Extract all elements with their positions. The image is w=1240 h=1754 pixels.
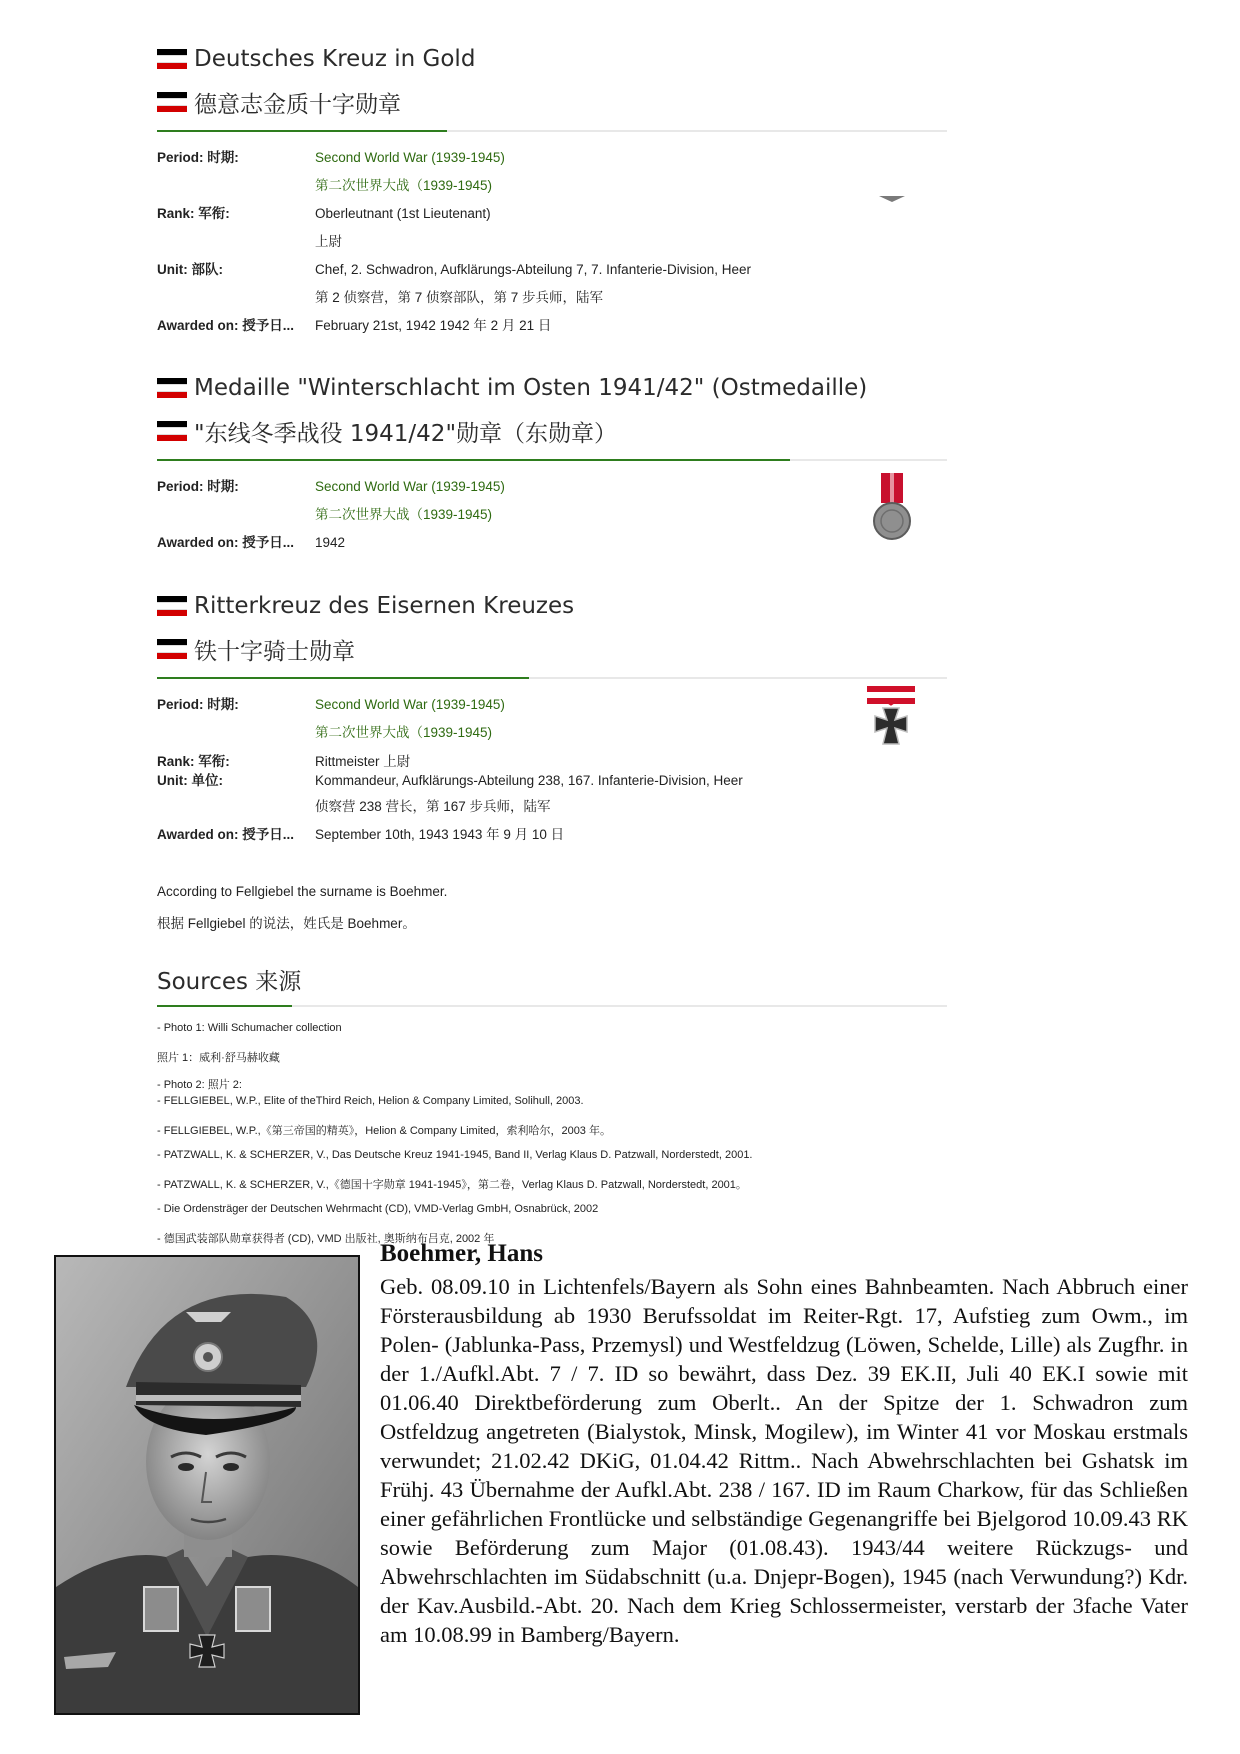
unit-row-zh: [157, 284, 947, 312]
surname-note-en: According to Fellgiebel the surname is Boehmer.: [157, 884, 448, 899]
award-title-zh-text: 德意志金质十字勋章: [194, 91, 401, 118]
sources-section-header: [157, 963, 947, 1007]
award-ritterkreuz: [157, 588, 947, 849]
unit-value-zh: 第 2 侦察营，第 7 侦察部队，第 7 步兵师，陆军: [315, 290, 604, 305]
rank-value: Rittmeister 上尉: [315, 754, 411, 769]
awarded-label: Awarded on: 授予日...: [157, 827, 295, 842]
source-item: - Photo 1: Willi Schumacher collection: [157, 1022, 342, 1034]
rank-value-zh: 上尉: [315, 234, 342, 249]
period-value-en[interactable]: Second World War (1939-1945): [315, 150, 505, 165]
reich-flag-icon: [157, 49, 187, 70]
unit-value-en: Kommandeur, Aufklärungs-Abteilung 238, 167. Infanterie-Division, Heer: [315, 773, 743, 788]
source-item: - PATZWALL, K. & SCHERZER, V.,《德国十字勋章 1941-1945》，第二卷，Verlag Klaus D. Patzwall, Norderstedt, 2001。: [157, 1179, 747, 1191]
awarded-value: February 21st, 1942 1942 年 2 月 21 日: [315, 318, 552, 333]
award-title-de-text: Ritterkreuz des Eisernen Kreuzes: [194, 593, 575, 619]
period-value-zh[interactable]: 第二次世界大战（1939-1945): [315, 507, 493, 522]
awarded-row: [157, 821, 947, 849]
source-item: 照片 1：威利·舒马赫收藏: [157, 1052, 280, 1064]
portrait-image: [56, 1257, 358, 1713]
title-divider: [157, 1005, 947, 1007]
portrait-photo: [54, 1255, 360, 1715]
period-row: [157, 691, 947, 719]
title-divider: [157, 130, 947, 132]
title-divider: [157, 677, 947, 679]
unit-row-zh: [157, 793, 947, 821]
award-title-zh: [157, 413, 947, 449]
unit-label: Unit: 单位:: [157, 773, 223, 788]
award-title-de-text: Medaille "Winterschlacht im Osten 1941/42" (Ostmedaille): [194, 375, 868, 401]
unit-label: Unit: 部队:: [157, 262, 223, 277]
rank-row-zh: [157, 228, 947, 256]
reich-flag-icon: [157, 639, 187, 660]
source-item: - Photo 2: 照片 2:: [157, 1079, 242, 1091]
reich-flag-icon: [157, 92, 187, 113]
unit-value-zh: 侦察营 238 营长，第 167 步兵师，陆军: [315, 799, 551, 814]
award-title-zh-text: 铁十字骑士勋章: [194, 638, 355, 665]
bio-text: Geb. 08.09.10 in Lichtenfels/Bayern als Sohn eines Bahnbeamten. Nach Abbruch einer Försterausbildung ab 1930 Berufssoldat im Reiter-Rgt. 17, Aufstieg zum Owm., im Polen- (Jablunka-Pass, Przemysl) und Westfeldzug (Löwen, Schelde, Lille) als Zugfhr. in der 1./Aufkl.Abt. 7 / 7. ID so bewährt, dass Dez. 39 EK.II, Juli 40 EK.I sowie mit 01.06.40 Direktbeförderung zum Oberlt.. An der Spitze der 1. Schwadron zum Ostfeldzug angetreten (Bialystok, Minsk, Mogilew), im Winter 41 vor Moskau erstmals verwundet; 21.02.42 DKiG, 01.04.42 Rittm.. Nach Abwehrschlachten bei Gshatsk im Frühj. 43 Übernahme der Aufkl.Abt. 238 / 167. ID im Raum Charkow, für das Schließen einer gefährlichen Frontlücke und selbständige Gegenangriffe bei Bjelgorod 10.09.43 RK sowie Beförderung zum Major (01.08.43). 1943/44 weitere Rückzugs- und Abwehrschlachten im Südabschnitt (u.a. Dnjepr-Bogen), 1945 (nach Verwundung?) Kdr. der Kav.Ausbild.-Abt. 20. Nach dem Krieg Schlossermeister, verstarb der 3fache Vater am 10.08.99 in Bamberg/Bayern.: [380, 1274, 1188, 1647]
bio-name: Boehmer, Hans: [380, 1240, 543, 1267]
awarded-value: 1942: [315, 535, 346, 550]
period-value-zh[interactable]: 第二次世界大战（1939-1945): [315, 178, 493, 193]
awarded-label: Awarded on: 授予日...: [157, 318, 295, 333]
period-label: Period: 时期:: [157, 150, 239, 165]
rank-row: [157, 200, 947, 228]
period-row-zh: [157, 719, 947, 747]
period-row: [157, 144, 947, 172]
title-divider: [157, 459, 947, 461]
award-title-zh: [157, 84, 947, 120]
source-item: - 德国武装部队勋章获得者 (CD), VMD 出版社, 奥斯纳布吕克, 2002 年: [157, 1233, 495, 1245]
award-title-de: [157, 370, 947, 406]
source-item: - PATZWALL, K. & SCHERZER, V., Das Deutsche Kreuz 1941-1945, Band II, Verlag Klaus D. Patzwall, Norderstedt, 2001.: [157, 1149, 753, 1161]
source-item: - FELLGIEBEL, W.P., Elite of theThird Reich, Helion & Company Limited, Solihull, 2003.: [157, 1095, 584, 1107]
knights-cross-icon: [865, 686, 917, 750]
medal-thumbnail-icon: [877, 192, 907, 204]
award-title-zh-text: "东线冬季战役 1941/42"勋章（东勋章）: [194, 420, 618, 447]
period-label: Period: 时期:: [157, 697, 239, 712]
source-item: - Die Ordensträger der Deutschen Wehrmacht (CD), VMD-Verlag GmbH, Osnabrück, 2002: [157, 1203, 599, 1215]
award-title-de: [157, 41, 947, 77]
sources-title: Sources 来源: [157, 969, 302, 995]
period-value-zh[interactable]: 第二次世界大战（1939-1945): [315, 725, 493, 740]
surname-note-zh: 根据 Fellgiebel 的说法，姓氏是 Boehmer。: [157, 916, 416, 931]
period-value-en[interactable]: Second World War (1939-1945): [315, 697, 505, 712]
awarded-row: [157, 312, 947, 340]
award-details: [157, 144, 947, 340]
awarded-label: Awarded on: 授予日...: [157, 535, 295, 550]
award-details: [157, 473, 947, 557]
period-row-zh: [157, 172, 947, 200]
unit-row: [157, 771, 947, 790]
award-deutsches-kreuz: [157, 41, 947, 340]
rank-row: [157, 752, 947, 771]
unit-row: [157, 256, 947, 284]
ostmedaille-icon: [871, 473, 913, 543]
rank-label: Rank: 军衔:: [157, 206, 230, 221]
reich-flag-icon: [157, 378, 187, 399]
reich-flag-icon: [157, 596, 187, 617]
reich-flag-icon: [157, 421, 187, 442]
rank-value-en: Oberleutnant (1st Lieutenant): [315, 206, 491, 221]
award-ostmedaille: [157, 370, 947, 557]
period-value-en[interactable]: Second World War (1939-1945): [315, 479, 505, 494]
awarded-value: September 10th, 1943 1943 年 9 月 10 日: [315, 827, 565, 842]
awarded-row: [157, 529, 947, 557]
period-label: Period: 时期:: [157, 479, 239, 494]
award-details: [157, 691, 947, 849]
period-row-zh: [157, 501, 947, 529]
award-title-de-text: Deutsches Kreuz in Gold: [194, 46, 476, 72]
rank-label: Rank: 军衔:: [157, 754, 230, 769]
period-row: [157, 473, 947, 501]
award-title-de: [157, 588, 947, 624]
source-item: - FELLGIEBEL, W.P.,《第三帝国的精英》，Helion & Company Limited，索利哈尔，2003 年。: [157, 1125, 611, 1137]
unit-value-en: Chef, 2. Schwadron, Aufklärungs-Abteilung 7, 7. Infanterie-Division, Heer: [315, 262, 751, 277]
award-title-zh: [157, 631, 947, 667]
